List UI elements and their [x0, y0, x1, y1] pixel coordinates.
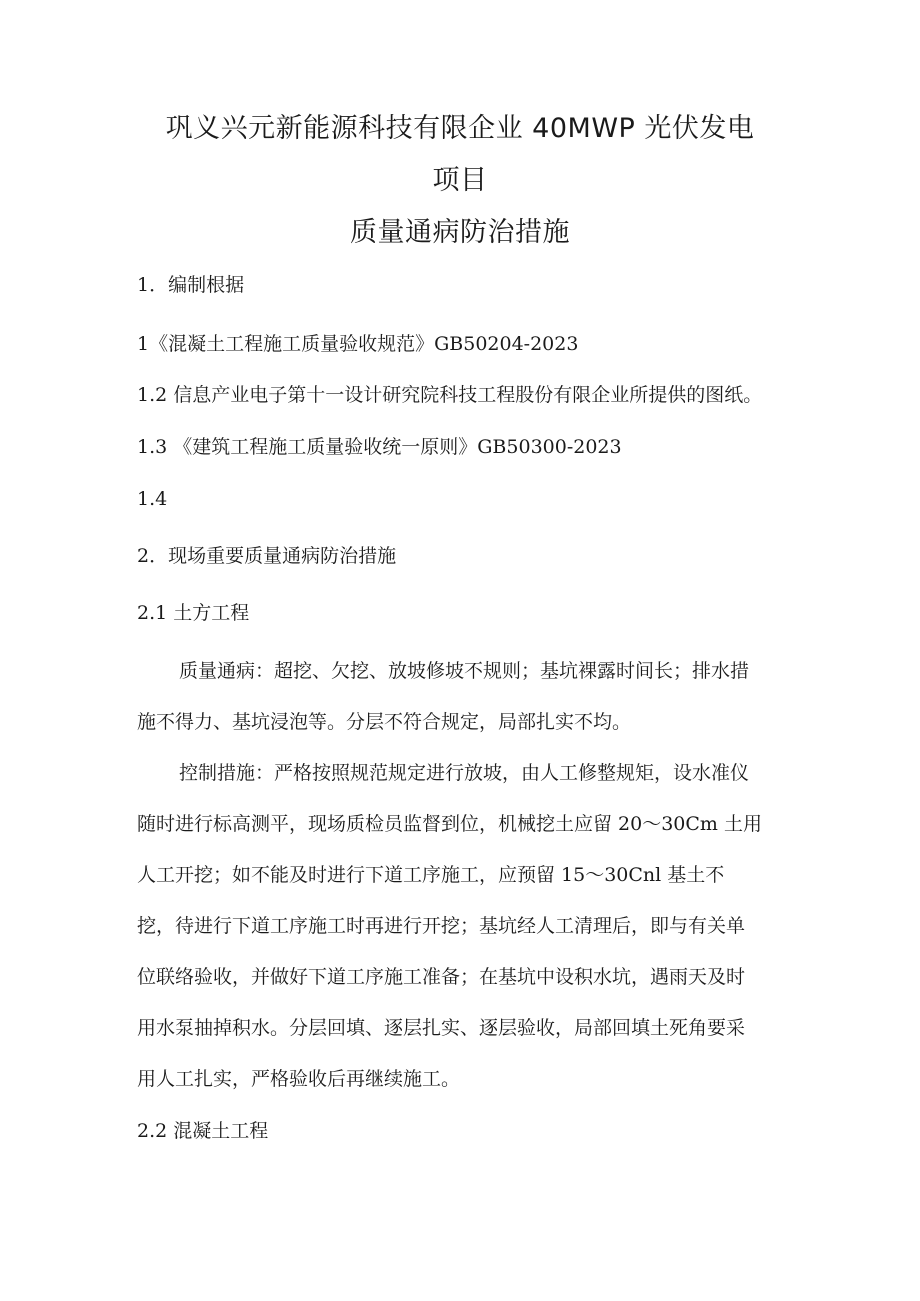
- paragraph-line: 质量通病：超挖、欠挖、放坡修坡不规则；基坑裸露时间长；排水措: [179, 660, 750, 682]
- paragraph-line: 人工开挖；如不能及时进行下道工序施工，应预留 15～30Cnl 基土不: [137, 864, 725, 886]
- paragraph-line: 控制措施：严格按照规范规定进行放坡，由人工修整规矩，设水准仪: [179, 762, 750, 784]
- document-title-line-2: 项目: [432, 165, 488, 196]
- document-title-line-1: 巩义兴元新能源科技有限企业 40MWP 光伏发电: [165, 113, 755, 144]
- reference-1-4: 1.4: [137, 488, 168, 510]
- section-2-2-heading: 2.2 混凝土工程: [137, 1120, 269, 1142]
- paragraph-line: 随时进行标高测平，现场质检员监督到位，机械挖土应留 20～30Cm 土用: [137, 813, 762, 835]
- reference-1-1: 1《混凝土工程施工质量验收规范》GB50204-2023: [137, 333, 579, 355]
- defects-paragraph: [137, 658, 787, 760]
- section-2-1-heading: 2.1 土方工程: [137, 602, 250, 624]
- section-2-heading: 2．现场重要质量通病防治措施: [137, 545, 397, 567]
- measures-paragraph: [137, 760, 787, 1117]
- reference-1-2: 1.2 信息产业电子第十一设计研究院科技工程股份有限企业所提供的图纸。: [137, 384, 763, 406]
- reference-1-3: 1.3 《建筑工程施工质量验收统一原则》GB50300-2023: [137, 436, 622, 458]
- paragraph-line: 施不得力、基坑浸泡等。分层不符合规定，局部扎实不均。: [137, 711, 632, 733]
- paragraph-line: 挖，待进行下道工序施工时再进行开挖；基坑经人工清理后，即与有关单: [137, 915, 746, 937]
- paragraph-line: 用水泵抽掉积水。分层回填、逐层扎实、逐层验收，局部回填土死角要采: [137, 1017, 746, 1039]
- section-1-heading: 1．编制根据: [137, 274, 245, 296]
- document-title-line-3: 质量通病防治措施: [350, 217, 570, 248]
- paragraph-line: 用人工扎实，严格验收后再继续施工。: [137, 1068, 461, 1090]
- paragraph-line: 位联络验收，并做好下道工序施工准备；在基坑中设积水坑，遇雨天及时: [137, 966, 746, 988]
